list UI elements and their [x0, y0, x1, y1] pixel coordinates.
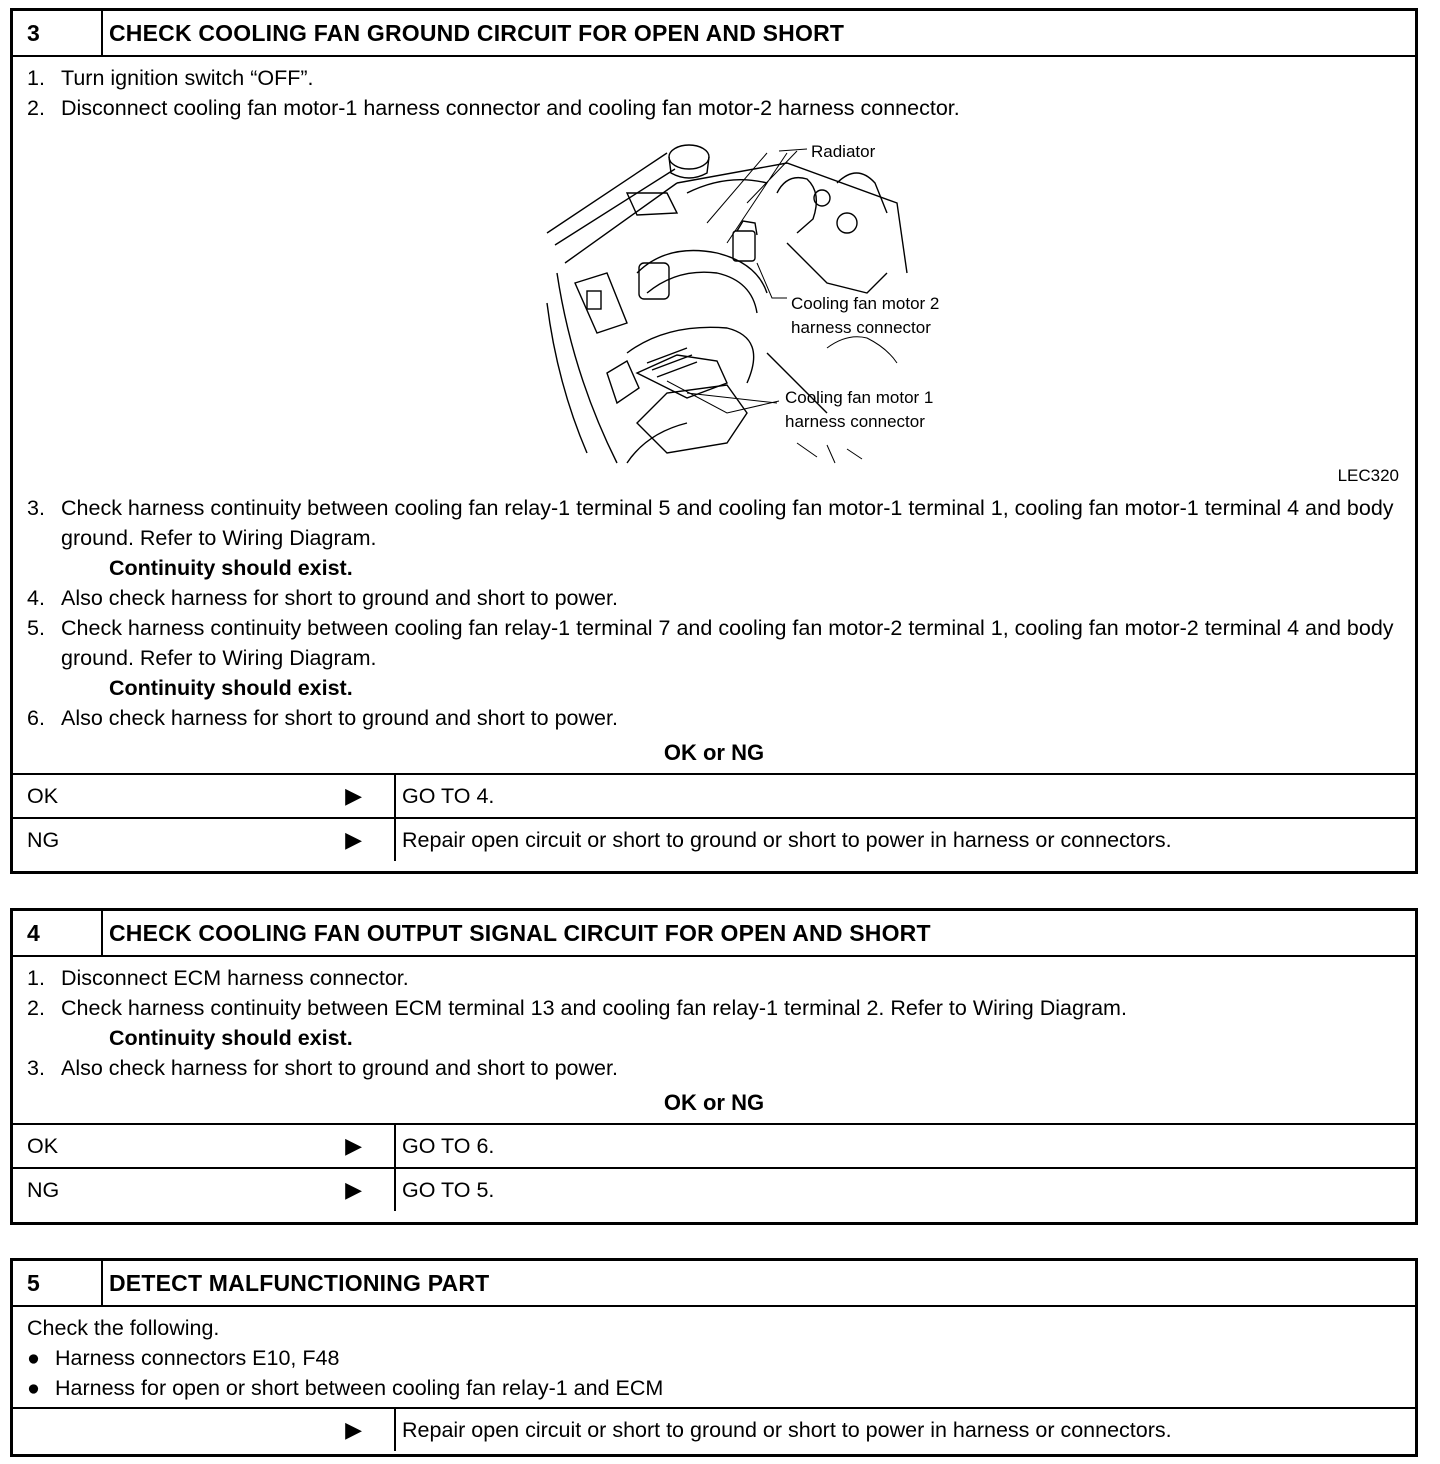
- instruction-number: 2.: [27, 996, 45, 1020]
- instruction-number: 3.: [27, 1056, 45, 1080]
- bullet-text: Harness for open or short between cooling fan relay-1 and ECM: [55, 1376, 664, 1400]
- instruction-item: [27, 993, 1401, 1023]
- step-box-4: [10, 908, 1418, 1225]
- result-action: GO TO 5.: [402, 1177, 495, 1202]
- instruction-number: 5.: [27, 616, 45, 640]
- instruction-text: Also check harness for short to ground and short to power.: [61, 1056, 618, 1080]
- instruction-item: [27, 703, 1401, 733]
- arrow-right-icon: ▶: [345, 827, 362, 852]
- radiator-label: Radiator: [811, 142, 876, 161]
- result-action: GO TO 6.: [402, 1133, 495, 1158]
- instruction-item: [27, 493, 1401, 553]
- result-condition: [13, 1409, 396, 1451]
- step-body: [13, 57, 1415, 773]
- result-condition: [13, 1169, 396, 1211]
- step-number: 3: [13, 11, 103, 55]
- instruction-text: Check harness continuity between cooling fan relay-1 terminal 5 and cooling fan motor-1 terminal 1, cooling fan motor-1 terminal 4 and body ground. Refer to Wiring Diagram.: [61, 496, 1394, 550]
- instruction-item: [27, 613, 1401, 673]
- instruction-number: 2.: [27, 96, 45, 120]
- instruction-item: [27, 63, 1401, 93]
- result-condition: [13, 1125, 396, 1167]
- cooling-fan-connector-illustration: [27, 123, 1401, 493]
- step-title: DETECT MALFUNCTIONING PART: [109, 1269, 490, 1296]
- instruction-number: 1.: [27, 966, 45, 990]
- figure-code: LEC320: [1337, 466, 1399, 485]
- ok-or-ng-heading: OK or NG: [663, 740, 765, 765]
- step-header: [13, 11, 1415, 57]
- step-box-5: [10, 1258, 1418, 1457]
- step-header: [13, 1261, 1415, 1307]
- arrow-right-icon: ▶: [345, 1417, 362, 1442]
- engine-bay-drawing: [27, 123, 1407, 493]
- instruction-text: Also check harness for short to ground and short to power.: [61, 586, 618, 610]
- continuity-note: Continuity should exist.: [109, 556, 353, 580]
- ok-or-ng-heading: OK or NG: [663, 1090, 765, 1115]
- result-row: [13, 1407, 1415, 1451]
- result-row-ng: [13, 1167, 1415, 1211]
- step-box-3: [10, 8, 1418, 874]
- step-title: CHECK COOLING FAN OUTPUT SIGNAL CIRCUIT FOR OPEN AND SHORT: [109, 919, 931, 946]
- result-action: Repair open circuit or short to ground or short to power in harness or connectors.: [402, 827, 1172, 852]
- condition-label: OK: [27, 783, 59, 808]
- bullet-text: Harness connectors E10, F48: [55, 1346, 340, 1370]
- instruction-number: 3.: [27, 496, 45, 520]
- result-condition: [13, 775, 396, 817]
- bullet-icon: ●: [27, 1376, 40, 1400]
- result-row-ok: [13, 773, 1415, 817]
- instruction-text: Disconnect ECM harness connector.: [61, 966, 409, 990]
- instruction-item: [27, 583, 1401, 613]
- step-body: [13, 1307, 1415, 1407]
- instruction-text: Check harness continuity between cooling fan relay-1 terminal 7 and cooling fan motor-2 terminal 1, cooling fan motor-2 terminal 4 and body ground. Refer to Wiring Diagram.: [61, 616, 1394, 670]
- check-intro: Check the following.: [27, 1316, 220, 1340]
- arrow-right-icon: ▶: [345, 783, 362, 808]
- result-row-ng: [13, 817, 1415, 861]
- instruction-text: Turn ignition switch “OFF”.: [61, 66, 314, 90]
- condition-label: NG: [27, 827, 60, 852]
- motor2-connector-label-line1: Cooling fan motor 2: [791, 294, 940, 313]
- motor1-connector-label-line1: Cooling fan motor 1: [785, 388, 934, 407]
- condition-label: OK: [27, 1133, 59, 1158]
- instruction-item: [27, 963, 1401, 993]
- instruction-text: Disconnect cooling fan motor-1 harness connector and cooling fan motor-2 harness connector.: [61, 96, 960, 120]
- step-number: 5: [13, 1261, 103, 1305]
- continuity-note: Continuity should exist.: [109, 676, 353, 700]
- step-header: [13, 911, 1415, 957]
- instruction-text: Check harness continuity between ECM terminal 13 and cooling fan relay-1 terminal 2. Refer to Wiring Diagram.: [61, 996, 1127, 1020]
- result-condition: [13, 819, 396, 861]
- bullet-icon: ●: [27, 1346, 40, 1370]
- result-row-ok: [13, 1123, 1415, 1167]
- result-action: GO TO 4.: [402, 783, 495, 808]
- bullet-item: [27, 1373, 1401, 1403]
- step-body: [13, 957, 1415, 1123]
- instruction-item: [27, 1053, 1401, 1083]
- instruction-item: [27, 93, 1401, 123]
- result-action: Repair open circuit or short to ground or short to power in harness or connectors.: [402, 1417, 1172, 1442]
- condition-label: NG: [27, 1177, 60, 1202]
- arrow-right-icon: ▶: [345, 1133, 362, 1158]
- bullet-item: [27, 1343, 1401, 1373]
- step-number: 4: [13, 911, 103, 955]
- step-title: CHECK COOLING FAN GROUND CIRCUIT FOR OPEN AND SHORT: [109, 19, 845, 46]
- motor1-connector-label-line2: harness connector: [785, 412, 925, 431]
- continuity-note: Continuity should exist.: [109, 1026, 353, 1050]
- instruction-number: 1.: [27, 66, 45, 90]
- arrow-right-icon: ▶: [345, 1177, 362, 1202]
- instruction-text: Also check harness for short to ground and short to power.: [61, 706, 618, 730]
- motor2-connector-label-line2: harness connector: [791, 318, 931, 337]
- instruction-number: 4.: [27, 586, 45, 610]
- instruction-number: 6.: [27, 706, 45, 730]
